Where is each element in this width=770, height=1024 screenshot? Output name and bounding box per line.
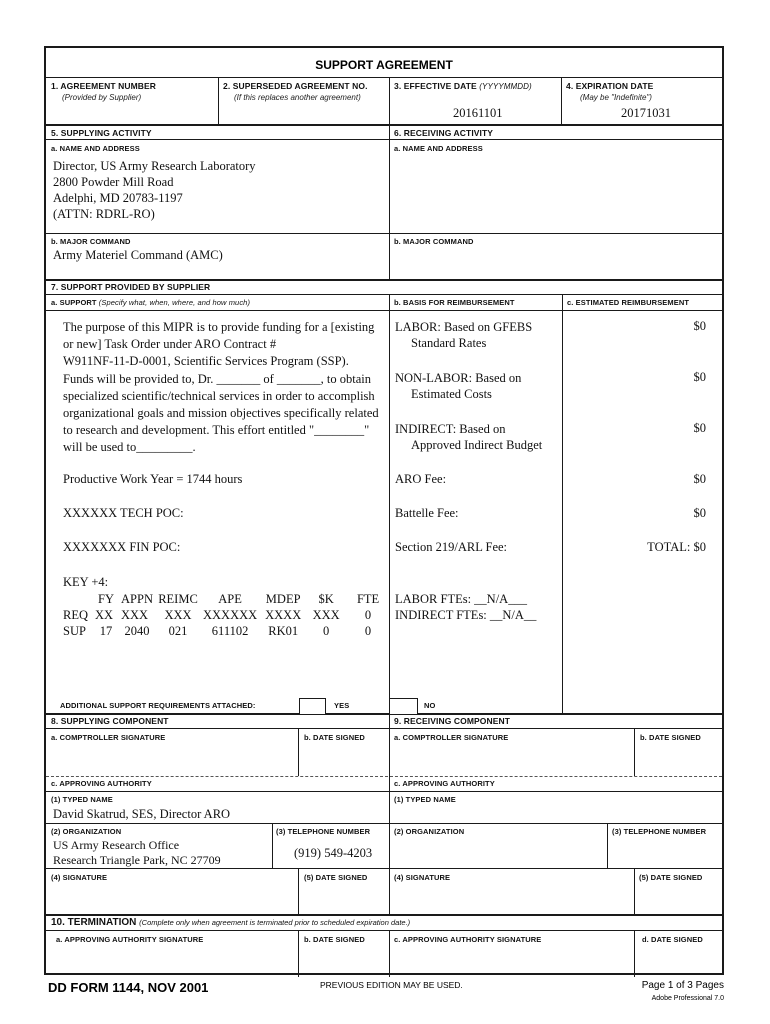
form-title: SUPPORT AGREEMENT	[315, 58, 453, 72]
receiving-typed-name-field[interactable]	[392, 806, 718, 822]
basis-line: Standard Rates	[411, 336, 487, 350]
divider	[46, 713, 722, 715]
key-cell: 17	[99, 623, 113, 638]
basis-line: INDIRECT: Based on	[395, 422, 506, 436]
effective-date-label	[394, 81, 532, 91]
receiving-activity-header: 6. RECEIVING ACTIVITY	[394, 128, 494, 138]
superseded-agreement-label: 2. SUPERSEDED AGREEMENT NO.	[223, 81, 368, 91]
key-cell: 021	[168, 623, 188, 638]
support-provided-header: 7. SUPPORT PROVIDED BY SUPPLIER	[51, 282, 211, 292]
supplying-signature-label: (4) SIGNATURE	[51, 873, 108, 882]
divider	[46, 728, 722, 729]
supplying-activity-header: 5. SUPPLYING ACTIVITY	[51, 128, 152, 138]
organization-line: US Army Research Office	[53, 838, 180, 852]
divider	[46, 279, 722, 281]
key-cell: REQ	[63, 607, 88, 622]
receiving-phone-label: (3) TELEPHONE NUMBER	[612, 827, 707, 836]
battelle-fee-label: Battelle Fee:	[395, 506, 459, 520]
superseded-agreement-field[interactable]	[223, 105, 383, 122]
basis-non-labor	[395, 370, 521, 402]
termination-header	[51, 917, 410, 928]
divider	[272, 824, 273, 869]
key-cell: 0	[323, 623, 330, 638]
basis-line: Approved Indirect Budget	[411, 438, 543, 452]
estimated-reimbursement-label: c. ESTIMATED REIMBURSEMENT	[567, 298, 690, 307]
key-cell: RK01	[268, 623, 299, 638]
section-219-fee-label: Section 219/ARL Fee:	[395, 540, 508, 554]
yes-checkbox[interactable]	[299, 698, 326, 714]
address-line: 2800 Powder Mill Road	[53, 175, 174, 189]
divider	[46, 791, 722, 792]
purpose-line: specialized scientific/technical services in order to accomplish	[63, 388, 375, 403]
non-labor-amount[interactable]: $0	[693, 370, 706, 384]
receiving-organization-label: (2) ORGANIZATION	[394, 827, 465, 836]
organization-line: Research Triangle Park, NC 27709	[53, 853, 221, 867]
key-cell: FTE	[356, 591, 380, 606]
receiving-comptroller-label: a. COMPTROLLER SIGNATURE	[394, 733, 509, 742]
supplying-name-address-label: a. NAME AND ADDRESS	[51, 144, 140, 153]
termination-d-label: d. DATE SIGNED	[642, 935, 703, 944]
support-col-a-text: a. SUPPORT	[51, 298, 97, 307]
purpose-line: organizational goals and mission objectives specifically related	[63, 406, 379, 421]
divider	[562, 295, 563, 713]
fin-poc-text: XXXXXXX FIN POC:	[63, 540, 181, 554]
termination-a-signature-field[interactable]	[48, 946, 294, 974]
supplying-phone-field[interactable]: (919) 549-4203	[294, 846, 373, 860]
receiving-phone-field[interactable]	[610, 838, 718, 867]
divider	[607, 824, 608, 869]
divider	[46, 776, 722, 777]
expiration-date-label: 4. EXPIRATION DATE	[566, 81, 654, 91]
divider	[389, 714, 390, 914]
divider	[389, 78, 390, 279]
labor-ftes: LABOR FTEs: __N/A___	[395, 592, 527, 606]
purpose-line: will be used to_________.	[63, 440, 196, 455]
basis-line: NON-LABOR: Based on	[395, 371, 522, 385]
key-cell: MDEP	[265, 591, 301, 606]
support-col-a-hint: (Specify what, when, where, and how much)	[98, 298, 251, 307]
divider	[634, 931, 635, 977]
basis-line: Estimated Costs	[411, 387, 492, 401]
address-line: Adelphi, MD 20783-1197	[53, 191, 183, 205]
purpose-line: or new] Task Order under ARO Contract #	[63, 337, 277, 352]
key-cell: XXX	[312, 607, 340, 622]
key-cell: 0	[364, 607, 372, 622]
fte-block	[395, 591, 536, 623]
purpose-line: to research and development. This effort entitled "________"	[63, 423, 370, 438]
edition-note: PREVIOUS EDITION MAY BE USED.	[320, 980, 463, 990]
key-cell: FY	[98, 591, 114, 606]
divider	[46, 310, 722, 311]
supplying-comptroller-date-label: b. DATE SIGNED	[304, 733, 365, 742]
supplying-major-command-field[interactable]: Army Materiel Command (AMC)	[53, 248, 223, 262]
key-cell	[63, 591, 95, 607]
receiving-approving-authority-label: c. APPROVING AUTHORITY	[394, 779, 495, 788]
key-cell: 0	[364, 623, 372, 638]
key-cell: REIMC	[158, 591, 198, 606]
support-description-field[interactable]	[63, 319, 379, 457]
aro-fee-amount[interactable]: $0	[693, 472, 706, 486]
supplying-sig-date-field[interactable]	[301, 884, 387, 912]
basis-for-reimbursement-label: b. BASIS FOR REIMBURSEMENT	[394, 298, 515, 307]
effective-date-label-text: 3. EFFECTIVE DATE	[394, 81, 477, 91]
divider	[298, 931, 299, 977]
divider	[46, 294, 722, 295]
agreement-number-hint: (Provided by Supplier)	[62, 93, 142, 102]
termination-c-label: c. APPROVING AUTHORITY SIGNATURE	[394, 935, 542, 944]
work-year-text: Productive Work Year = 1744 hours	[63, 472, 243, 486]
supplying-comptroller-date-field[interactable]	[301, 744, 387, 774]
effective-date-hint: (YYYYMMDD)	[479, 82, 532, 91]
divider	[218, 78, 219, 125]
supplying-comptroller-label: a. COMPTROLLER SIGNATURE	[51, 733, 166, 742]
divider	[46, 139, 722, 140]
additional-support-label: ADDITIONAL SUPPORT REQUIREMENTS ATTACHED:	[60, 701, 256, 710]
supplying-organization-label: (2) ORGANIZATION	[51, 827, 122, 836]
superseded-agreement-hint: (If this replaces another agreement)	[234, 93, 361, 102]
agreement-number-label: 1. AGREEMENT NUMBER	[51, 81, 157, 91]
divider	[46, 914, 722, 916]
supplying-address-field[interactable]	[53, 158, 256, 222]
termination-hint: (Complete only when agreement is terminated prior to scheduled expiration date.)	[139, 918, 411, 927]
receiving-signature-field[interactable]	[392, 884, 630, 912]
yes-label: YES	[334, 701, 350, 710]
divider	[46, 77, 722, 78]
battelle-fee-amount[interactable]: $0	[693, 506, 706, 520]
receiving-typed-name-label: (1) TYPED NAME	[394, 795, 456, 804]
no-label: NO	[424, 701, 436, 710]
key-title: KEY +4:	[63, 575, 109, 589]
expiration-date-hint: (May be "Indefinite")	[580, 93, 652, 102]
form-id: DD FORM 1144, NOV 2001	[48, 980, 209, 995]
support-agreement-form	[44, 46, 724, 975]
divider	[46, 930, 722, 931]
divider	[298, 729, 299, 776]
aro-fee-label: ARO Fee:	[395, 472, 447, 486]
divider	[298, 869, 299, 914]
key-req-row	[63, 607, 383, 623]
basis-line: LABOR: Based on GFEBS	[395, 320, 533, 334]
termination-c-signature-field[interactable]	[392, 946, 630, 974]
basis-labor	[395, 319, 532, 351]
key-cell: SUP	[63, 623, 86, 638]
divider	[634, 869, 635, 914]
labor-amount[interactable]: $0	[693, 319, 706, 333]
key-cell: XXX	[121, 607, 149, 622]
supplying-comptroller-signature-field[interactable]	[48, 744, 294, 774]
divider	[389, 295, 390, 713]
divider	[46, 868, 722, 869]
key-cell: APE	[218, 591, 242, 606]
key-cell: 2040	[124, 623, 150, 638]
termination-d-date-field[interactable]	[637, 946, 719, 974]
key-cell: XXXXXX	[203, 607, 258, 622]
indirect-amount[interactable]: $0	[693, 421, 706, 435]
receiving-major-command-label: b. MAJOR COMMAND	[394, 237, 474, 246]
purpose-line: The purpose of this MIPR is to provide funding for a [existing	[63, 320, 375, 334]
key-cell: 611102	[211, 623, 249, 638]
key-cell: XX	[95, 607, 114, 622]
key-sup-row	[63, 623, 383, 639]
tech-poc-text: XXXXXX TECH POC:	[63, 506, 184, 520]
termination-a-label: a. APPROVING AUTHORITY SIGNATURE	[56, 935, 204, 944]
supplying-major-command-label: b. MAJOR COMMAND	[51, 237, 131, 246]
divider	[46, 233, 722, 234]
divider	[389, 931, 390, 977]
termination-b-date-field[interactable]	[301, 946, 387, 974]
supplying-signature-field[interactable]	[48, 884, 294, 912]
receiving-comptroller-date-field[interactable]	[637, 744, 719, 774]
key-cell: XXX	[164, 607, 192, 622]
key-header-row	[63, 591, 383, 607]
supplying-organization-field[interactable]	[53, 838, 221, 868]
divider	[634, 729, 635, 776]
receiving-comptroller-date-label: b. DATE SIGNED	[640, 733, 701, 742]
receiving-comptroller-signature-field[interactable]	[392, 744, 630, 774]
key-cell: APPN	[121, 591, 153, 606]
divider	[46, 124, 722, 126]
purpose-line: W911NF-11-D-0001, Scientific Services Program (SSP).	[63, 354, 349, 369]
receiving-sig-date-field[interactable]	[637, 884, 719, 912]
receiving-component-header: 9. RECEIVING COMPONENT	[394, 716, 511, 726]
no-checkbox[interactable]	[390, 698, 418, 714]
key-cell: XXXX	[265, 607, 302, 622]
divider	[46, 823, 722, 824]
supplying-typed-name-label: (1) TYPED NAME	[51, 795, 113, 804]
basis-indirect	[395, 421, 542, 453]
supplying-approving-authority-label: c. APPROVING AUTHORITY	[51, 779, 152, 788]
agreement-number-field[interactable]	[51, 105, 211, 122]
receiving-signature-label: (4) SIGNATURE	[394, 873, 451, 882]
receiving-name-address-label: a. NAME AND ADDRESS	[394, 144, 483, 153]
key-table	[63, 591, 383, 639]
address-line: (ATTN: RDRL-RO)	[53, 207, 155, 221]
receiving-organization-field[interactable]	[392, 838, 604, 867]
termination-b-label: b. DATE SIGNED	[304, 935, 365, 944]
supplying-sig-date-label: (5) DATE SIGNED	[304, 873, 368, 882]
divider	[561, 78, 562, 125]
expiration-date-field[interactable]: 20171031	[621, 106, 671, 120]
effective-date-field[interactable]: 20161101	[453, 106, 503, 120]
indirect-ftes: INDIRECT FTEs: __N/A__	[395, 608, 537, 622]
supplying-component-header: 8. SUPPLYING COMPONENT	[51, 716, 169, 726]
key-cell: $K	[318, 591, 334, 606]
support-col-a-label	[51, 298, 250, 307]
supplying-typed-name-field[interactable]: David Skatrud, SES, Director ARO	[53, 807, 231, 821]
page-indicator: Page 1 of 3 Pages	[641, 980, 724, 991]
total-amount[interactable]: TOTAL: $0	[647, 540, 706, 554]
software-note: Adobe Professional 7.0	[651, 995, 724, 1002]
termination-header-text: 10. TERMINATION	[51, 917, 137, 928]
supplying-phone-label: (3) TELEPHONE NUMBER	[276, 827, 371, 836]
address-line: Director, US Army Research Laboratory	[53, 159, 256, 173]
purpose-line: Funds will be provided to, Dr. _______ of _______, to obtain	[63, 371, 371, 386]
receiving-sig-date-label: (5) DATE SIGNED	[639, 873, 703, 882]
